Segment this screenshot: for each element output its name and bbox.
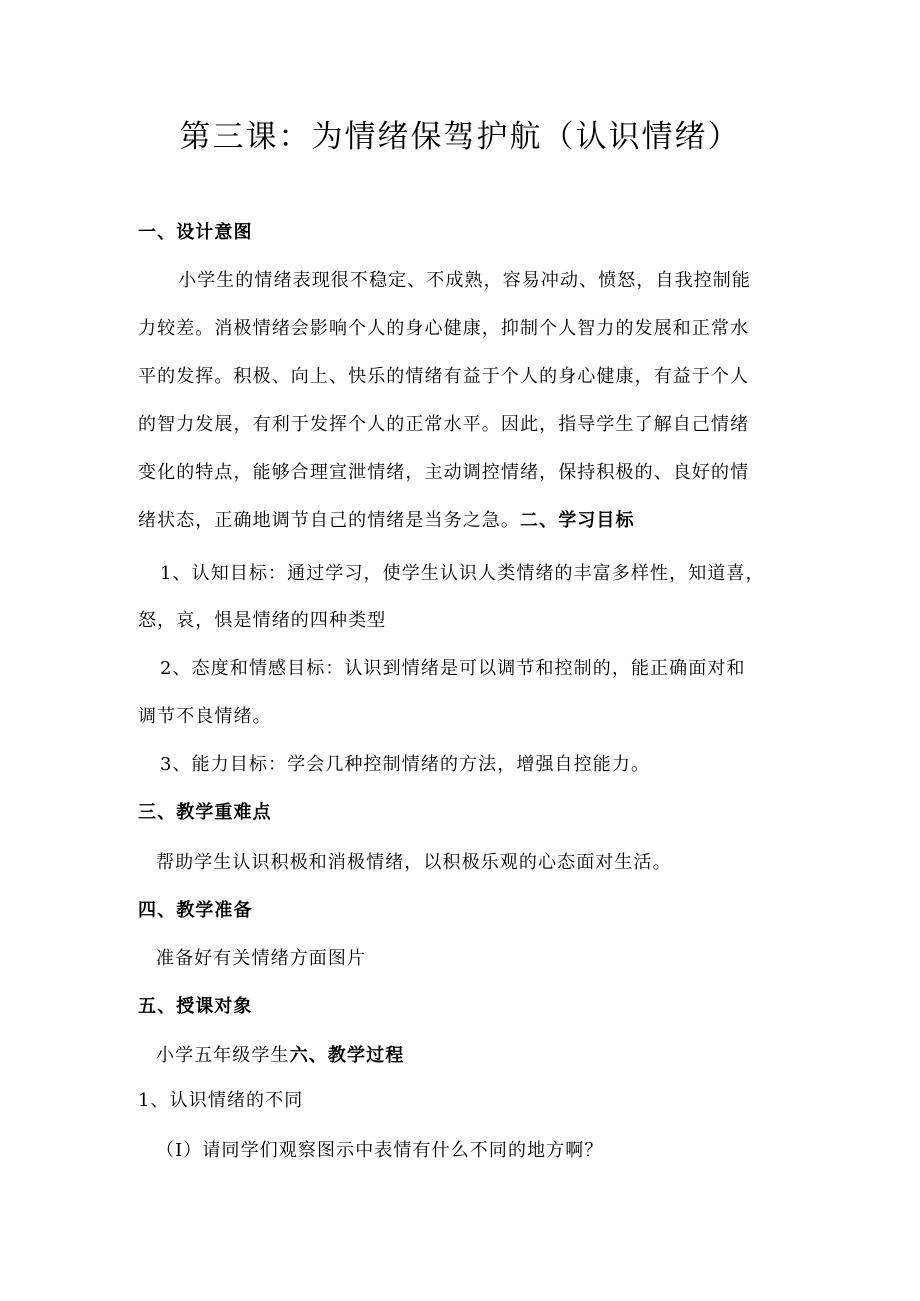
section-heading-audience: 五、授课对象: [138, 996, 253, 1017]
preparation-text: 准备好有关情绪方面图片: [156, 948, 367, 969]
goal-cognitive-cont: 怒，哀，惧是情绪的四种类型: [138, 610, 387, 631]
paragraph-line-with-heading: [138, 508, 635, 534]
process-step-1-question: （I）请同学们观察图示中表情有什么不同的地方啊？: [156, 1140, 604, 1161]
key-points-text: 帮助学生认识积极和消极情绪，以积极乐观的心态面对生活。: [156, 852, 672, 873]
document-title: 第三课：为情绪保驾护航（认识情绪）: [179, 119, 741, 155]
audience-text: 小学五年级学生: [156, 1045, 290, 1066]
section-heading-process: 六、教学过程: [289, 1045, 405, 1066]
paragraph-line: 绪状态，正确地调节自己的情绪是当务之急。: [138, 510, 520, 531]
goal-attitude: 2、态度和情感目标：认识到情绪是可以调节和控制的，能正确面对和: [160, 658, 746, 679]
audience-line: [156, 1043, 404, 1069]
section-heading-design-intent: 一、设计意图: [138, 222, 253, 243]
paragraph-line: 的智力发展，有利于发挥个人的正常水平。因此，指导学生了解自己情绪: [138, 414, 750, 435]
goal-attitude-cont: 调节不良情绪。: [138, 706, 272, 727]
paragraph-line: 力较差。消极情绪会影响个人的身心健康，抑制个人智力的发展和正常水: [138, 318, 750, 339]
section-heading-preparation: 四、教学准备: [138, 900, 253, 921]
paragraph-line: 变化的特点，能够合理宣泄情绪，主动调控情绪，保持积极的、良好的情: [138, 462, 750, 483]
goal-cognitive: 1、认知目标：通过学习，使学生认识人类情绪的丰富多样性，知道喜，: [160, 563, 765, 584]
paragraph-line: 小学生的情绪表现很不稳定、不成熟，容易冲动、愤怒，自我控制能: [178, 270, 751, 291]
goal-ability: 3、能力目标：学会几种控制情绪的方法，增强自控能力。: [160, 754, 651, 775]
section-heading-key-points: 三、教学重难点: [138, 802, 272, 823]
process-step-1: 1、认识情绪的不同: [138, 1090, 304, 1111]
section-heading-learning-goals: 二、学习目标: [520, 510, 635, 531]
paragraph-line: 平的发挥。积极、向上、快乐的情绪有益于个人的身心健康，有益于个人: [138, 366, 750, 387]
